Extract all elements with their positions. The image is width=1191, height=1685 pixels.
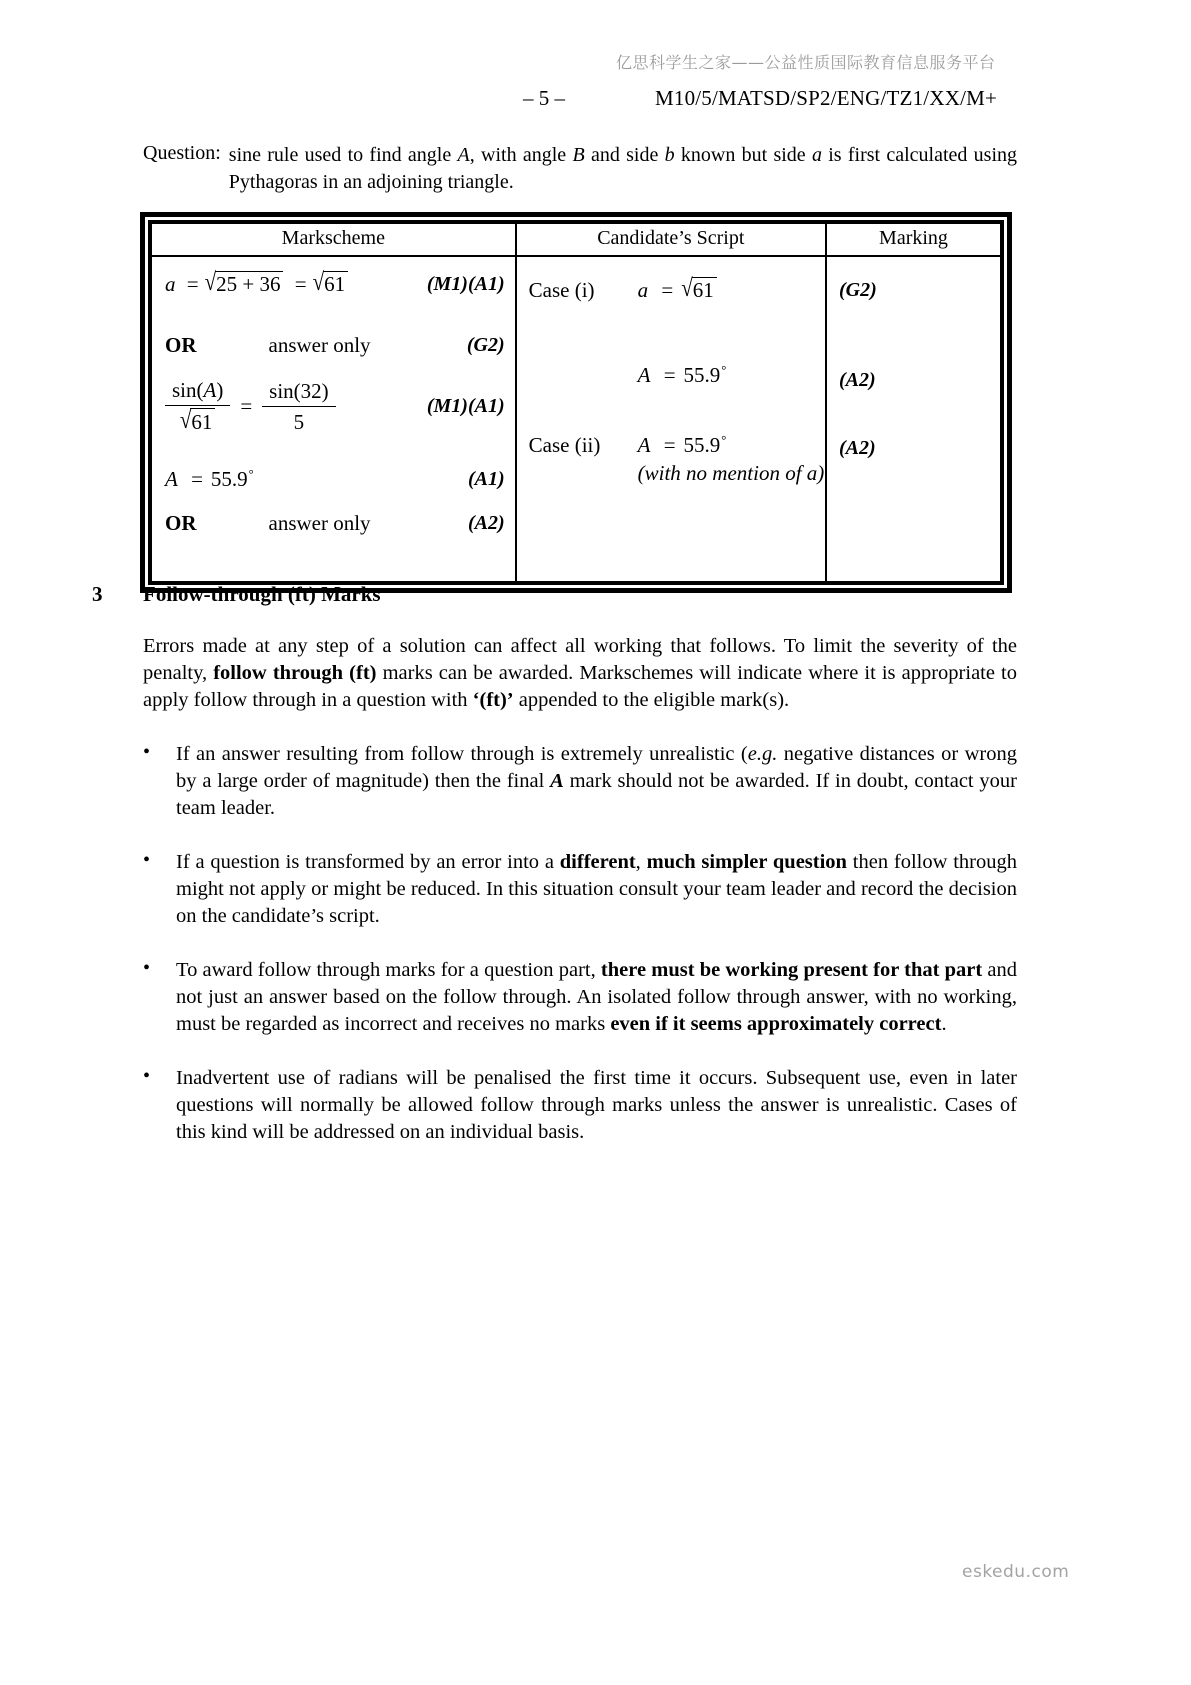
- text-seg: Errors made at any step of a solution can affect all working that follows. To limit the severity of the penalty,: [143, 635, 1017, 684]
- text-seg-bold: ‘(ft)’: [472, 689, 514, 711]
- math-var: a: [165, 272, 176, 296]
- fraction-denominator: 5: [293, 409, 305, 434]
- text-seg: Inadvertent use of radians will be penalised the first time it occurs. Subsequent use, even in later questions will normally be allowed follow through marks unless the answer is unrealistic. Cases of this kind will be addressed on an individual basis.: [176, 1067, 1017, 1143]
- degree-sign: °: [248, 467, 254, 481]
- math-var: A: [203, 378, 217, 402]
- or-label: OR: [165, 333, 197, 357]
- text-seg: If an answer resulting from follow through is extremely unrealistic (: [176, 743, 748, 765]
- text-seg-bold: follow through (ft): [213, 662, 377, 684]
- section-follow-through: [92, 582, 1018, 1146]
- math-value: 55.9: [210, 467, 248, 492]
- bullet-text: [176, 957, 1017, 1038]
- answer-only-text: answer only: [268, 333, 371, 357]
- candidate-script-cell: [517, 257, 827, 581]
- radicand: 25 + 36: [215, 271, 283, 297]
- site-watermark: eskedu.com: [962, 1562, 1070, 1582]
- math-var: A: [637, 363, 651, 388]
- question-label: Question:: [143, 142, 221, 164]
- question-seg: , with angle: [469, 144, 573, 166]
- section-title: Follow-through (ft) Marks: [143, 582, 381, 606]
- radical-sign: √: [204, 267, 217, 296]
- markscheme-line-1: [165, 267, 505, 297]
- radical-sign: √: [312, 267, 325, 296]
- bullet-text: [176, 1065, 1017, 1146]
- math-text: ): [216, 378, 224, 402]
- fraction-numerator: sin(32): [262, 378, 336, 407]
- section-heading: [92, 582, 1018, 607]
- markscheme-table: [140, 212, 1012, 593]
- section-number: 3: [92, 582, 103, 606]
- text-seg-bold: there must be working present for that part: [600, 959, 983, 981]
- section-body: [143, 633, 1017, 1146]
- math-text: sin(: [172, 378, 204, 402]
- chinese-watermark: 亿思科学生之家——公益性质国际教育信息服务平台: [616, 53, 996, 72]
- marking-code: (G2): [838, 279, 877, 301]
- text-seg-bold: much simpler question: [646, 851, 847, 873]
- radical: [681, 273, 717, 303]
- candidate-note: (with no mention of a): [637, 461, 825, 486]
- equals-sign: =: [186, 272, 199, 296]
- equals-sign: =: [661, 278, 674, 302]
- or-label: OR: [165, 511, 197, 535]
- answer-only-text: answer only: [268, 511, 371, 535]
- column-header-marking: Marking: [827, 224, 1000, 257]
- math-var: A: [637, 433, 651, 458]
- math-expression: [638, 363, 727, 387]
- mark-code: (M1)(A1): [426, 394, 505, 417]
- bullet-icon: •: [143, 1065, 151, 1087]
- text-seg-italic: e.g.: [747, 743, 778, 765]
- text-seg: ,: [635, 851, 647, 873]
- fraction: [262, 378, 336, 436]
- question-var: b: [664, 144, 675, 166]
- intro-paragraph: [143, 633, 1017, 714]
- candidate-row-3: [528, 433, 825, 486]
- question-var: a: [811, 144, 822, 166]
- radical: [179, 405, 216, 435]
- markscheme-table-grid: [152, 224, 1000, 581]
- text-seg: mark should not be awarded. If in doubt, contact your team leader.: [176, 770, 1017, 819]
- equals-sign: =: [240, 393, 253, 418]
- text-seg-bold: different: [559, 851, 636, 873]
- fraction: [165, 377, 230, 436]
- bullet-icon: •: [143, 957, 151, 979]
- math-value: 55.9: [683, 433, 721, 458]
- math-expression: [165, 467, 254, 492]
- math-expression: [638, 433, 727, 458]
- markscheme-line-4: [165, 467, 505, 492]
- candidate-row-1: [528, 273, 819, 303]
- text-seg: negative distances or wrong by a large order of magnitude) then the final: [176, 743, 1017, 792]
- radicand: 61: [692, 277, 717, 303]
- markscheme-cell: [152, 257, 517, 581]
- text-seg: and not just an answer based on the follow through. An isolated follow through answer, with no working, must be regarded as incorrect and receives no marks: [176, 959, 1017, 1035]
- bullet-icon: •: [143, 741, 151, 763]
- text-seg: appended to the eligible mark(s).: [513, 689, 790, 711]
- question-var: B: [572, 144, 585, 166]
- text-seg: To award follow through marks for a question part,: [176, 959, 601, 981]
- radical: [312, 267, 349, 297]
- bullet-item-2: [143, 849, 1017, 930]
- radicand: 61: [190, 408, 215, 435]
- markscheme-line-5: [165, 511, 505, 536]
- question-var: A: [457, 144, 470, 166]
- fraction-denominator: [165, 406, 230, 435]
- candidate-row-2: [529, 363, 819, 388]
- radical: [204, 267, 284, 297]
- math-value: 55.9: [683, 363, 721, 388]
- text-seg: If a question is transformed by an error into a: [176, 851, 560, 873]
- text-seg: .: [941, 1013, 947, 1035]
- text-seg: marks can be awarded. Markschemes will indicate where it is appropriate to apply follow through in a question with: [143, 662, 1017, 711]
- case-label: Case (ii): [528, 433, 601, 458]
- markscheme-line-3: [165, 377, 505, 436]
- mark-code: (A2): [467, 512, 505, 534]
- question-seg: sine rule used to find angle: [228, 144, 458, 166]
- equals-sign: =: [663, 363, 676, 388]
- text-seg-bold: even if it seems approximately correct: [610, 1013, 942, 1035]
- question-text: [229, 142, 1017, 196]
- column-header-candidate-script: Candidate’s Script: [517, 224, 827, 257]
- bullet-text: [176, 741, 1017, 822]
- column-header-markscheme: Markscheme: [152, 224, 517, 257]
- math-var: a: [637, 278, 649, 302]
- question-seg: and side: [584, 144, 665, 166]
- fraction-numerator: [165, 377, 230, 406]
- question-description: [143, 142, 1017, 196]
- mark-code: (G2): [466, 334, 505, 356]
- case-label: Case (i): [528, 277, 595, 302]
- degree-sign: °: [721, 433, 727, 447]
- math-var: A: [165, 467, 178, 492]
- equals-sign: =: [294, 272, 307, 296]
- page-number: – 5 –: [523, 86, 565, 110]
- marking-code: (A2): [838, 369, 876, 391]
- mark-code: (A1): [467, 468, 505, 491]
- math-expression: [165, 267, 348, 297]
- bullet-item-4: [143, 1065, 1017, 1146]
- bullet-icon: •: [143, 849, 151, 871]
- bullet-item-3: [143, 957, 1017, 1038]
- bullet-text: [176, 849, 1017, 930]
- equals-sign: =: [663, 433, 676, 458]
- marking-code: (A2): [838, 437, 876, 459]
- question-seg: known but side: [674, 144, 812, 166]
- question-seg: is first calculated using Pythagoras in an adjoining triangle.: [228, 144, 1018, 193]
- mark-code: (M1)(A1): [426, 272, 505, 295]
- radical-sign: √: [179, 405, 192, 435]
- candidate-row-3-math: [529, 433, 819, 458]
- degree-sign: °: [721, 363, 727, 377]
- bullet-item-1: [143, 741, 1017, 822]
- document-code: M10/5/MATSD/SP2/ENG/TZ1/XX/M+: [655, 86, 998, 110]
- markscheme-line-2: [165, 333, 505, 358]
- text-seg-bold-italic: A: [550, 770, 564, 792]
- equals-sign: =: [191, 467, 203, 492]
- math-expression: [637, 273, 717, 303]
- text-seg: then follow through might not apply or might be reduced. In this situation consult your team leader and record the decision on the candidate’s script.: [176, 851, 1018, 927]
- marking-cell: [827, 257, 1000, 581]
- markscheme-table-frame: [148, 220, 1004, 585]
- radical-sign: √: [681, 273, 693, 302]
- radicand: 61: [323, 271, 348, 297]
